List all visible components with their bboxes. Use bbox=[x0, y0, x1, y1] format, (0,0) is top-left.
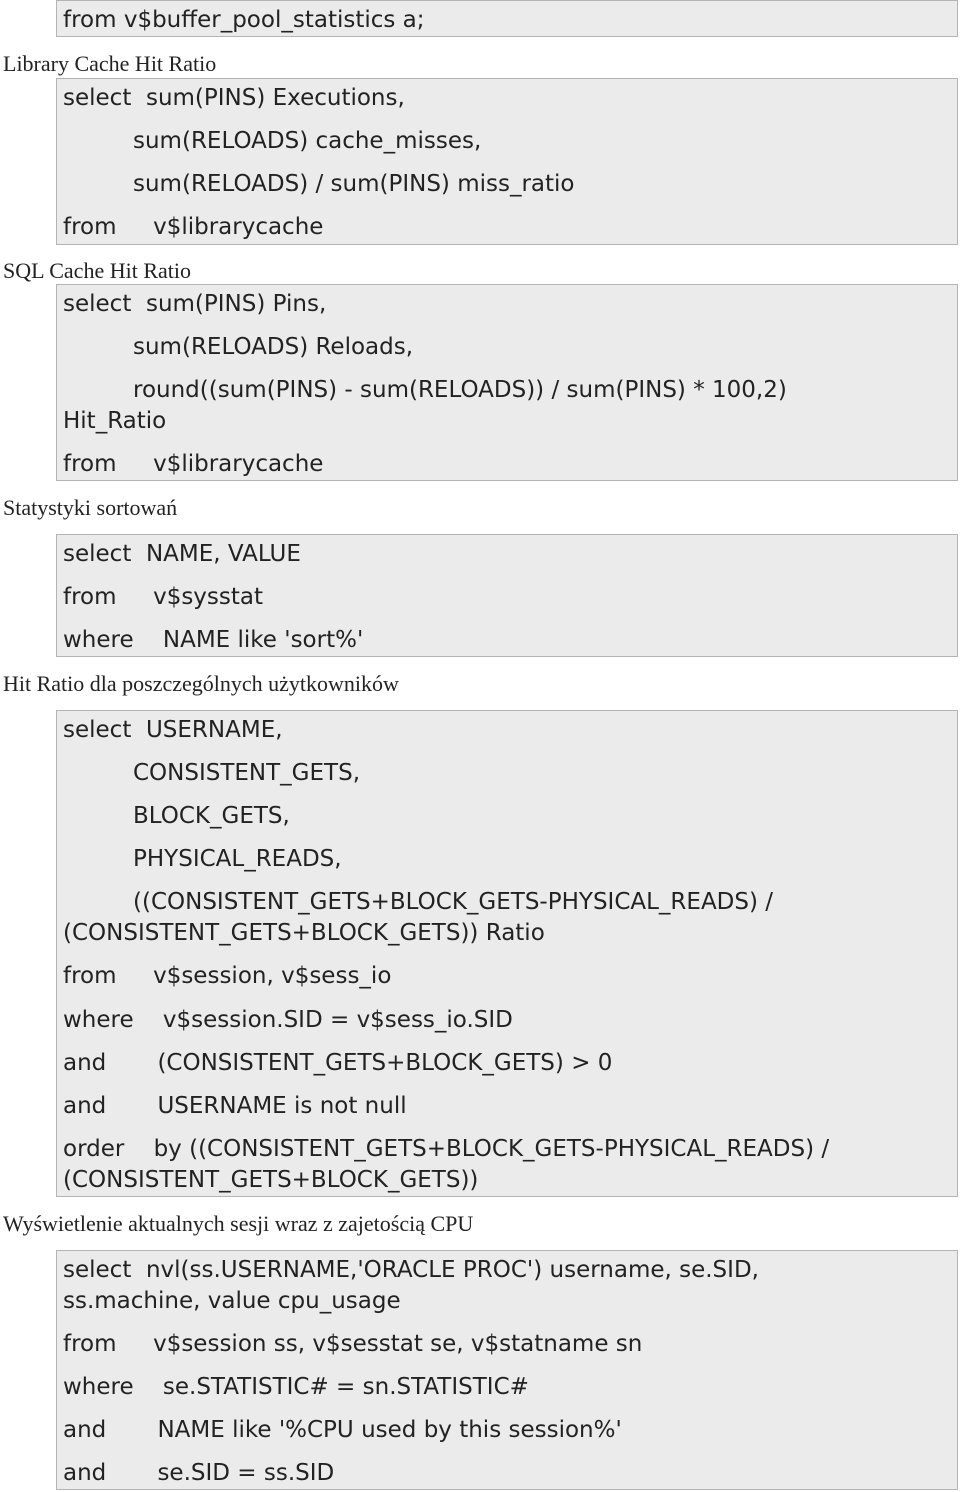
sql-line: where v$session.SID = v$sess_io.SID bbox=[63, 1007, 513, 1033]
sql-line: ((CONSISTENT_GETS+BLOCK_GETS-PHYSICAL_READS) / bbox=[133, 889, 774, 915]
sql-line: sum(RELOADS) / sum(PINS) miss_ratio bbox=[133, 171, 575, 197]
sql-line: Hit_Ratio bbox=[63, 408, 167, 434]
sql-line: where NAME like 'sort%' bbox=[63, 627, 364, 653]
sql-line: and (CONSISTENT_GETS+BLOCK_GETS) > 0 bbox=[63, 1050, 613, 1076]
sql-line: sum(RELOADS) Reloads, bbox=[133, 334, 414, 360]
sql-line: and NAME like '%CPU used by this session%' bbox=[63, 1417, 622, 1443]
sql-code-box-user-hit-ratio bbox=[56, 710, 958, 1197]
section-heading-library-cache: Library Cache Hit Ratio bbox=[3, 51, 217, 76]
section-heading-sort-statistics: Statystyki sortowań bbox=[3, 495, 178, 520]
sql-line: PHYSICAL_READS, bbox=[133, 846, 342, 872]
sql-line: from v$librarycache bbox=[63, 451, 324, 477]
sql-code-box-sql-cache bbox=[56, 284, 958, 481]
sql-line: round((sum(PINS) - sum(RELOADS)) / sum(PINS) * 100,2) bbox=[133, 377, 787, 403]
sql-line: order by ((CONSISTENT_GETS+BLOCK_GETS-PHYSICAL_READS) / bbox=[63, 1136, 830, 1162]
sql-line: select NAME, VALUE bbox=[63, 541, 301, 567]
sql-line: and USERNAME is not null bbox=[63, 1093, 407, 1119]
sql-line: (CONSISTENT_GETS+BLOCK_GETS)) bbox=[63, 1167, 479, 1193]
sql-code-box-sort-statistics bbox=[56, 534, 958, 657]
sql-line: and se.SID = ss.SID bbox=[63, 1460, 335, 1486]
sql-line: from v$librarycache bbox=[63, 214, 324, 240]
sql-line: from v$session, v$sess_io bbox=[63, 963, 392, 989]
sql-line: select sum(PINS) Pins, bbox=[63, 291, 327, 317]
sql-line: ss.machine, value cpu_usage bbox=[63, 1288, 401, 1314]
sql-line: (CONSISTENT_GETS+BLOCK_GETS)) Ratio bbox=[63, 920, 545, 946]
sql-line: where se.STATISTIC# = sn.STATISTIC# bbox=[63, 1374, 529, 1400]
sql-line: BLOCK_GETS, bbox=[133, 803, 290, 829]
sql-line: from v$session ss, v$sesstat se, v$statname sn bbox=[63, 1331, 643, 1357]
sql-code-box-buffer-pool bbox=[56, 0, 958, 37]
sql-code-box-cpu-sessions bbox=[56, 1250, 958, 1490]
sql-code-box-library-cache bbox=[56, 78, 958, 245]
sql-line: select USERNAME, bbox=[63, 717, 283, 743]
sql-line: from v$buffer_pool_statistics a; bbox=[63, 7, 425, 33]
sql-line: select sum(PINS) Executions, bbox=[63, 85, 405, 111]
sql-line: sum(RELOADS) cache_misses, bbox=[133, 128, 482, 154]
sql-line: from v$sysstat bbox=[63, 584, 264, 610]
sql-line: select nvl(ss.USERNAME,'ORACLE PROC') username, se.SID, bbox=[63, 1257, 759, 1283]
section-heading-cpu-sessions: Wyświetlenie aktualnych sesji wraz z zajetością CPU bbox=[3, 1211, 474, 1236]
section-heading-user-hit-ratio: Hit Ratio dla poszczególnych użytkowników bbox=[3, 671, 399, 696]
sql-line: CONSISTENT_GETS, bbox=[133, 760, 361, 786]
section-heading-sql-cache: SQL Cache Hit Ratio bbox=[3, 258, 191, 283]
